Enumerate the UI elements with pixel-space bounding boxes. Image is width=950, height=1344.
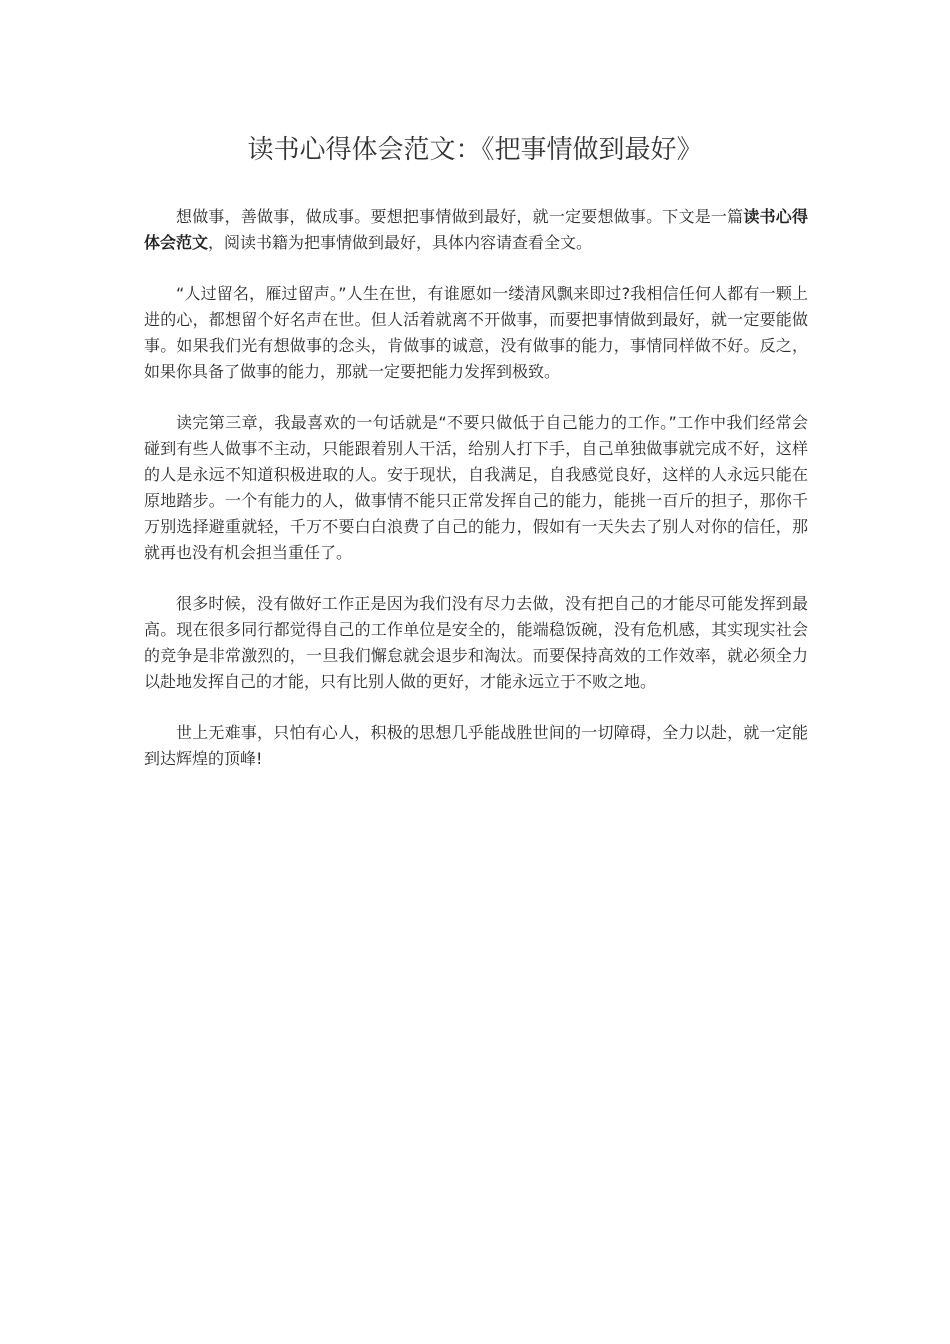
body-paragraph-2: 读完第三章，我最喜欢的一句话就是“不要只做低于自己能力的工作。”工作中我们经常会碰到有些人做事不主动，只能跟着别人干活，给别人打下手，自己单独做事就完成不好，这样的人是永远不知道积极进取的人。安于现状，自我满足，自我感觉良好，这样的人永远只能在原地踏步。一个有能力的人，做事情不能只正常发挥自己的能力，能挑一百斤的担子，那你千万别选择避重就轻，千万不要白白浪费了自己的能力，假如有一天失去了别人对你的信任，那就再也没有机会担当重任了。 — [144, 413, 808, 562]
article-body — [144, 204, 808, 797]
intro-paragraph — [144, 204, 808, 256]
body-paragraph-4: 世上无难事，只怕有心人，积极的思想几乎能战胜世间的一切障碍，全力以赴，就一定能到达辉煌的顶峰! — [144, 723, 808, 768]
body-paragraph-3: 很多时候，没有做好工作正是因为我们没有尽力去做，没有把自己的才能尽可能发挥到最高。现在很多同行都觉得自己的工作单位是安全的，能端稳饭碗，没有危机感，其实现实社会的竞争是非常激烈的，一旦我们懈怠就会退步和淘汰。而要保持高效的工作效率，就必须全力以赴地发挥自己的才能，只有比别人做的更好，才能永远立于不败之地。 — [144, 594, 808, 691]
intro-bold-keyword: 读书心得体会范文 — [144, 207, 808, 252]
page-title: 读书心得体会范文：《把事情做到最好》 — [247, 135, 703, 165]
intro-text-before: 想做事，善做事，做成事。要想把事情做到最好，就一定要想做事。下文是一篇 — [176, 207, 744, 226]
body-paragraph-1: “人过留名，雁过留声。”人生在世，有谁愿如一缕清风飘来即过?我相信任何人都有一颗上进的心，都想留个好名声在世。但人活着就离不开做事，而要把事情做到最好，就一定要能做事。如果我们光有想做事的念头，肯做事的诚意，没有做事的能力，事情同样做不好。反之，如果你具备了做事的能力，那就一定要把能力发挥到极致。 — [144, 284, 808, 381]
intro-text-after: ，阅读书籍为把事情做到最好，具体内容请查看全文。 — [208, 233, 593, 252]
